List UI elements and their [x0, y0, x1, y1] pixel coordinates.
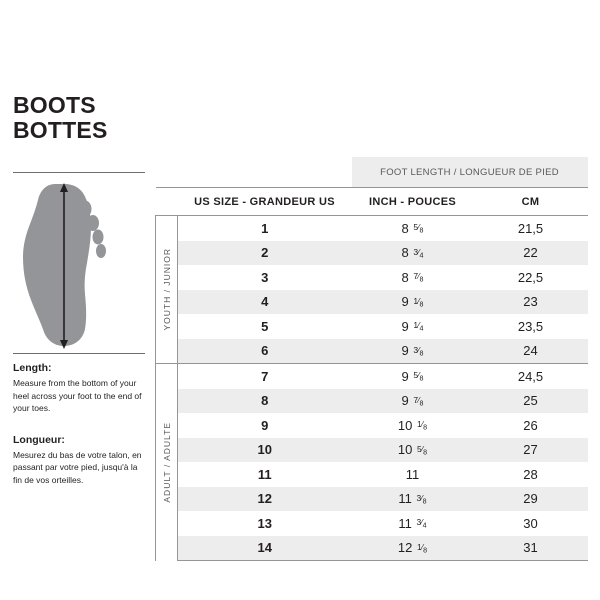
cell-cm: 23,5: [474, 314, 588, 339]
cell-us-size: 11: [178, 462, 352, 487]
table-row: [156, 314, 588, 339]
cell-inch: 8 $3⁄_4$: [352, 241, 474, 266]
foot-length-banner: FOOT LENGTH / LONGUEUR DE PIED: [352, 157, 588, 188]
group-label-adult: [156, 364, 178, 561]
cell-inch: 9 $5⁄_8$: [352, 364, 474, 389]
table-row: [156, 339, 588, 364]
cell-inch: 8 $7⁄_8$: [352, 265, 474, 290]
cell-us-size: 5: [178, 314, 352, 339]
cell-cm: 21,5: [474, 216, 588, 241]
cell-us-size: 7: [178, 364, 352, 389]
header-cm: CM: [474, 188, 588, 216]
foot-outline-icon: [13, 177, 145, 353]
table-row: [156, 364, 588, 389]
cell-cm: 30: [474, 511, 588, 536]
header-group-spacer: [156, 188, 178, 216]
banner-spacer: [156, 157, 178, 188]
table-banner-row: [156, 157, 588, 188]
table-row: [156, 536, 588, 561]
length-note-title: Length:: [13, 362, 52, 374]
cell-cm: 26: [474, 413, 588, 438]
table-row: [156, 241, 588, 266]
cell-cm: 29: [474, 487, 588, 512]
longueur-note-title: Longueur:: [13, 433, 65, 446]
header-inch: INCH - POUCES: [352, 188, 474, 216]
cell-us-size: 10: [178, 438, 352, 463]
cell-cm: 22,5: [474, 265, 588, 290]
table-row: [156, 511, 588, 536]
cell-inch: 10 $5⁄_8$: [352, 438, 474, 463]
header-us-size: US SIZE - GRANDEUR US: [178, 188, 352, 216]
cell-us-size: 8: [178, 389, 352, 414]
table-row: [156, 487, 588, 512]
cell-us-size: 12: [178, 487, 352, 512]
cell-inch: 9 $1⁄_4$: [352, 314, 474, 339]
cell-inch: 10 $1⁄_8$: [352, 413, 474, 438]
table-row: [156, 413, 588, 438]
left-column: [13, 172, 145, 486]
table-row: [156, 265, 588, 290]
table-header-row: [156, 188, 588, 216]
divider-bottom: [13, 353, 145, 354]
group-label-youth: [156, 216, 178, 364]
cell-cm: 24: [474, 339, 588, 364]
size-table-container: [155, 157, 587, 561]
table-row: [156, 438, 588, 463]
group-label-youth-text: YOUTH / JUNIOR: [161, 248, 172, 331]
table-row: [156, 290, 588, 315]
cell-cm: 23: [474, 290, 588, 315]
page-title: [13, 93, 273, 143]
table-row: [156, 462, 588, 487]
cell-cm: 27: [474, 438, 588, 463]
banner-spacer-2: [178, 157, 352, 188]
cell-us-size: 13: [178, 511, 352, 536]
cell-cm: 25: [474, 389, 588, 414]
cell-cm: 28: [474, 462, 588, 487]
cell-inch: 9 $7⁄_8$: [352, 389, 474, 414]
group-label-adult-text: ADULT / ADULTE: [161, 421, 172, 503]
cell-inch: 9 $1⁄_8$: [352, 290, 474, 315]
cell-inch: 11 $3⁄_8$: [352, 487, 474, 512]
cell-us-size: 9: [178, 413, 352, 438]
size-table: [155, 157, 588, 561]
cell-cm: 24,5: [474, 364, 588, 389]
cell-us-size: 3: [178, 265, 352, 290]
title-line-fr: BOTTES: [13, 117, 108, 143]
divider-top: [13, 172, 145, 173]
cell-us-size: 14: [178, 536, 352, 561]
cell-us-size: 4: [178, 290, 352, 315]
cell-cm: 22: [474, 241, 588, 266]
cell-inch: 9 $3⁄_8$: [352, 339, 474, 364]
cell-inch: 8 $5⁄_8$: [352, 216, 474, 241]
table-row: [156, 389, 588, 414]
cell-us-size: 1: [178, 216, 352, 241]
cell-us-size: 2: [178, 241, 352, 266]
foot-diagram: [13, 177, 145, 353]
cell-inch: 11: [352, 462, 474, 487]
longueur-note-body: Mesurez du bas de votre talon, en passant par votre pied, jusqu'à la fin de vos orteilles.: [13, 449, 142, 485]
cell-inch: 12 $1⁄_8$: [352, 536, 474, 561]
cell-us-size: 6: [178, 339, 352, 364]
table-row: [156, 216, 588, 241]
cell-inch: 11 $3⁄_4$: [352, 511, 474, 536]
cell-cm: 31: [474, 536, 588, 561]
length-note-body: Measure from the bottom of your heel across your foot to the end of your toes.: [13, 378, 142, 413]
title-line-en: BOOTS: [13, 92, 96, 118]
